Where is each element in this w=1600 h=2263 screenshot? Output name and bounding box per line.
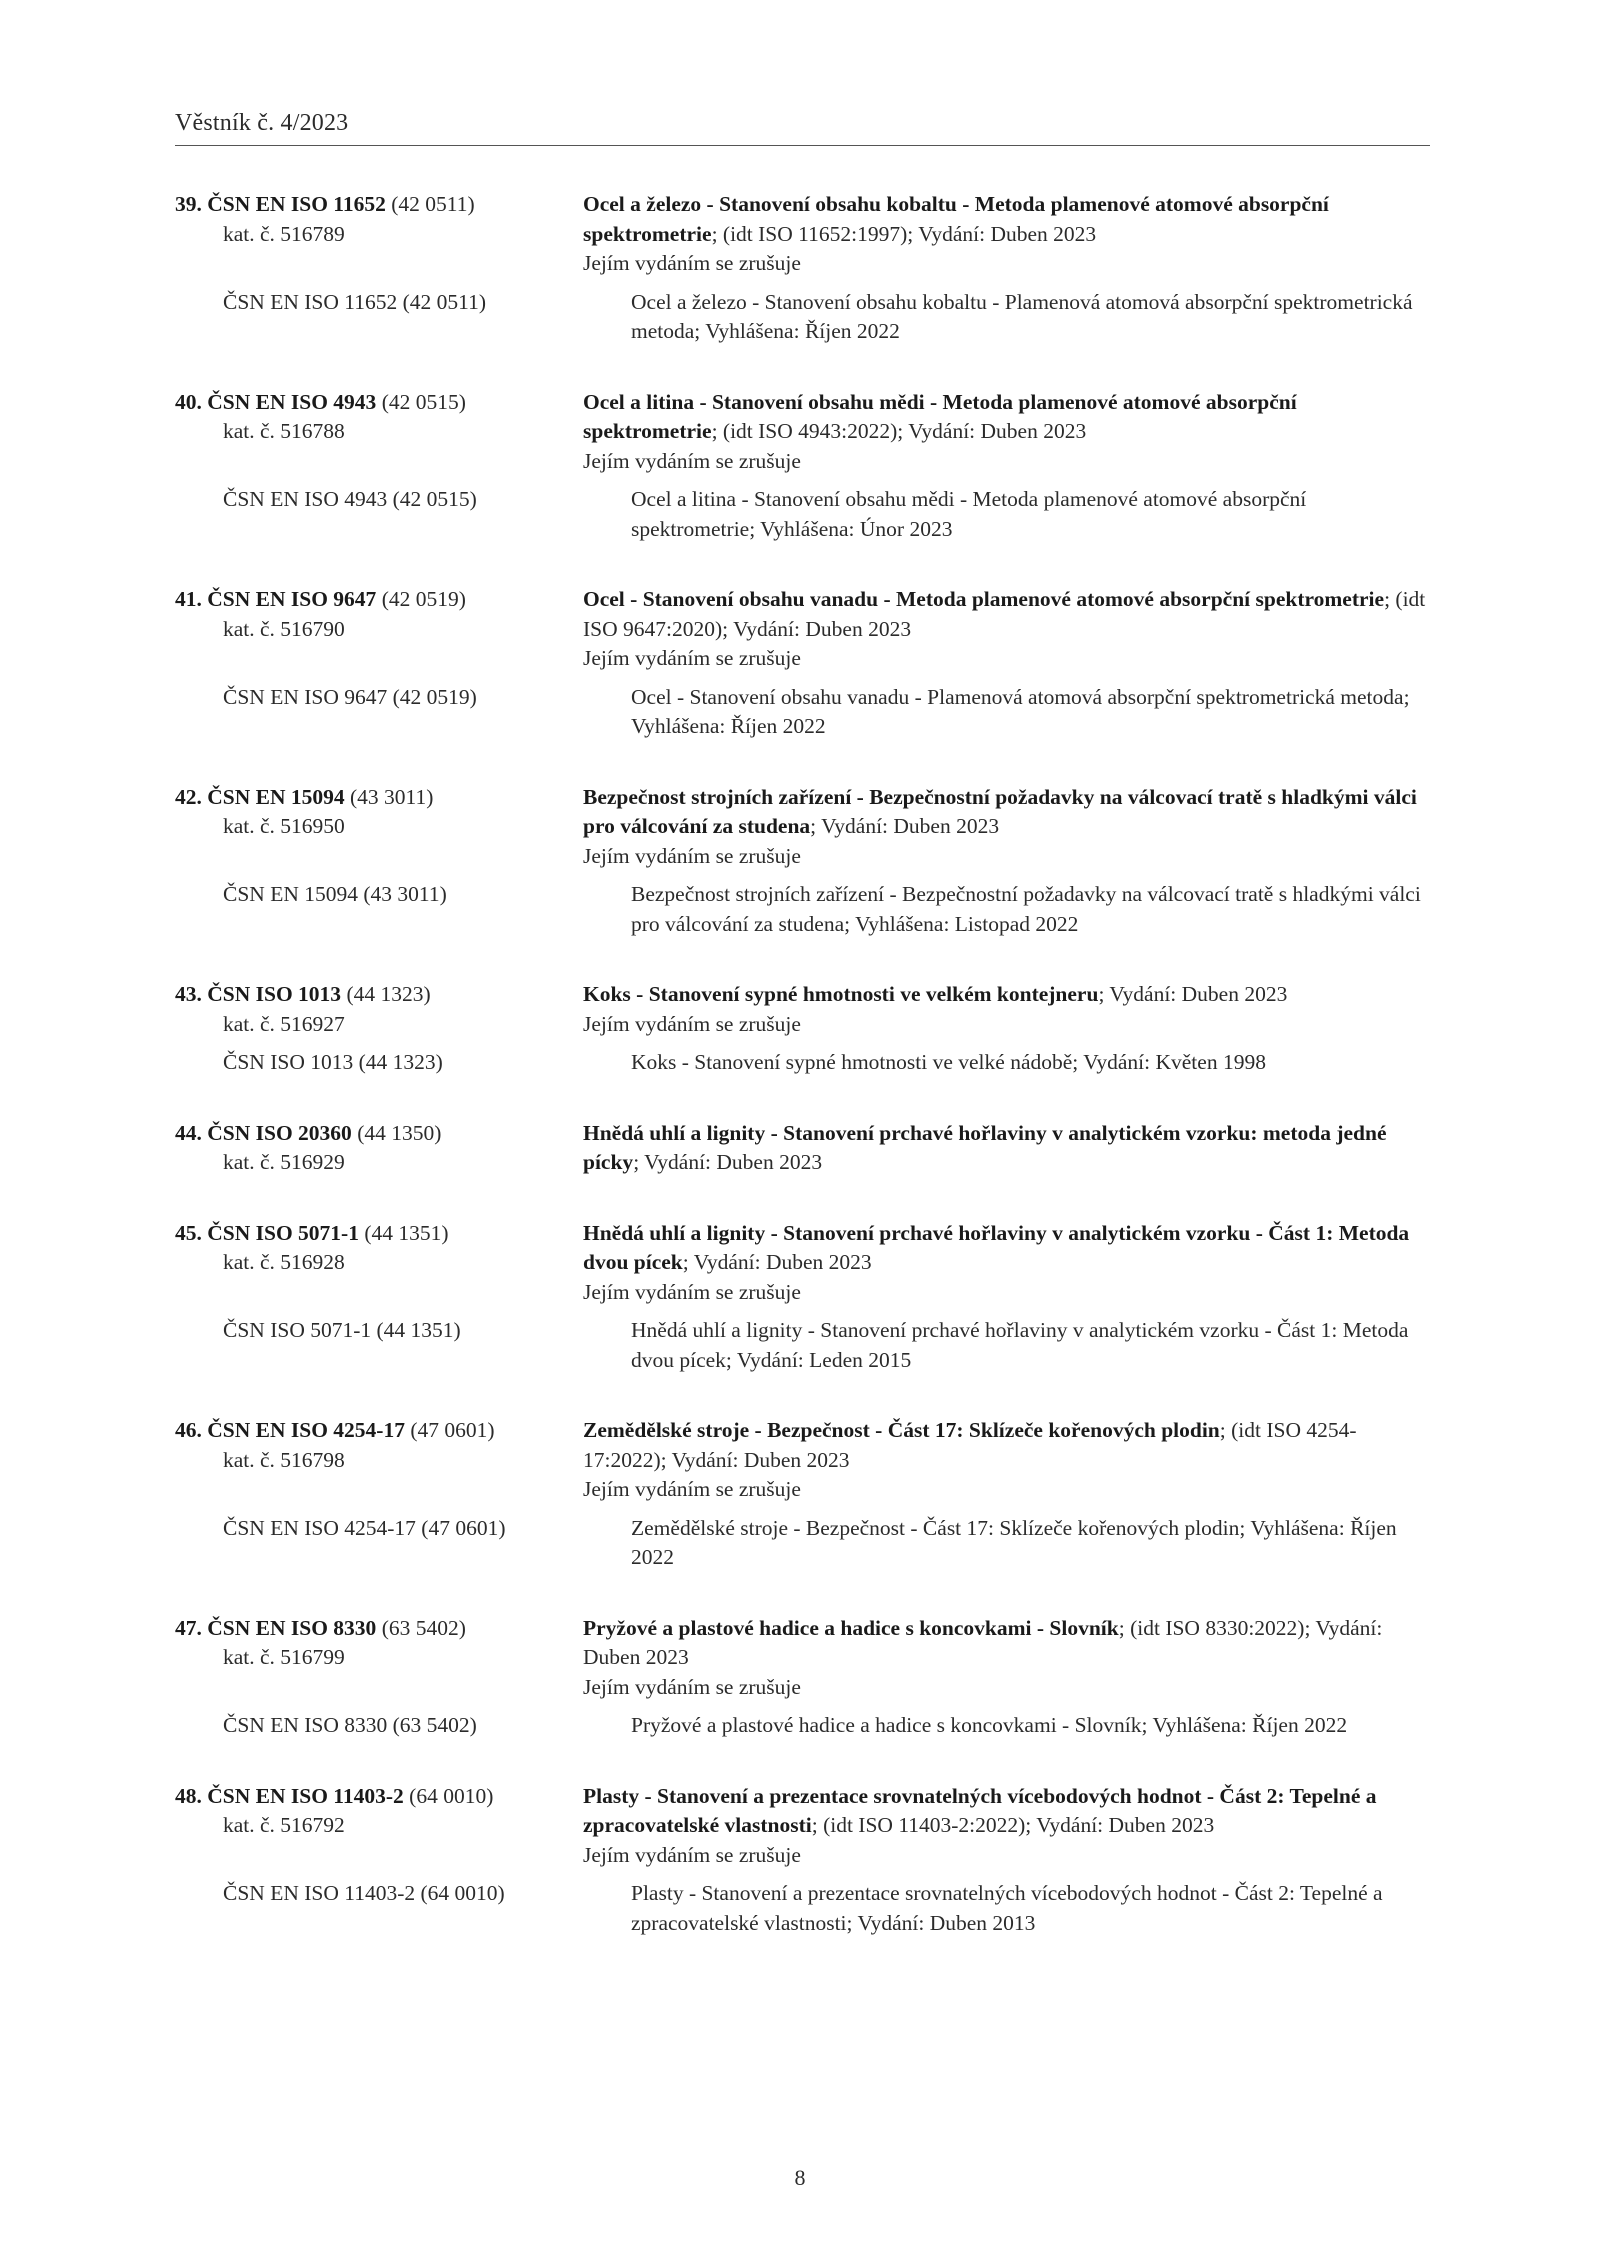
standard-code: ČSN EN ISO 11652 xyxy=(207,192,386,216)
standard-code: ČSN EN ISO 8330 xyxy=(207,1615,377,1640)
classification-code: (47 0601) xyxy=(410,1418,495,1442)
replaced-standard-description: Zemědělské stroje - Bezpečnost - Část 17: Sklízeče kořenových plodin; Vyhlášena: Říjen 2022 xyxy=(631,1515,1397,1569)
standard-code: ČSN EN ISO 4254-17 xyxy=(207,1418,405,1442)
standard-title: Hnědá uhlí a lignity - Stanovení prchavé hořlaviny v analytickém vzorku: metoda jedné pícky xyxy=(583,1120,1387,1174)
cancellation-note: Jejím vydáním se zrušuje xyxy=(583,1011,801,1036)
cancellation-note: Jejím vydáním se zrušuje xyxy=(583,448,801,473)
replaced-standard-code: ČSN EN ISO 11403-2 (64 0010) xyxy=(223,1881,505,1905)
standard-meta: ; Vydání: Duben 2023 xyxy=(810,814,1000,838)
entry-number: 43. xyxy=(175,982,202,1006)
standard-code: ČSN EN ISO 9647 xyxy=(207,587,377,611)
catalog-number: kat. č. 516929 xyxy=(223,1150,345,1174)
standard-code: ČSN EN 15094 xyxy=(207,784,345,809)
catalog-number: kat. č. 516799 xyxy=(223,1645,345,1669)
entry-number: 40. xyxy=(175,389,202,414)
classification-code: (44 1323) xyxy=(346,982,431,1006)
standard-meta: ; (idt ISO 4943:2022); Vydání: Duben 2023 xyxy=(711,419,1087,443)
replaced-standard-description: Ocel - Stanovení obsahu vanadu - Plamenová atomová absorpční spektrometrická metoda; Vyhlášena: Říjen 2022 xyxy=(631,684,1410,738)
classification-code: (63 5402) xyxy=(381,1615,466,1640)
replaced-standard-description: Koks - Stanovení sypné hmotnosti ve velké nádobě; Vydání: Květen 1998 xyxy=(631,1050,1266,1074)
cancellation-note: Jejím vydáním se zrušuje xyxy=(583,251,801,275)
standard-title: Ocel - Stanovení obsahu vanadu - Metoda plamenové atomové absorpční spektrometrie xyxy=(583,587,1385,611)
standard-entry-44 xyxy=(175,1119,1430,1178)
cancellation-note: Jejím vydáním se zrušuje xyxy=(583,646,801,670)
entry-number: 44. xyxy=(175,1120,202,1145)
standard-meta: ; Vydání: Duben 2023 xyxy=(633,1150,823,1174)
standard-meta: ; (idt ISO 8330:2022); Vydání: Duben 2023 xyxy=(583,1615,1383,1669)
standard-meta: ; (idt ISO 11652:1997); Vydání: Duben 2023 xyxy=(711,221,1097,246)
header-divider xyxy=(175,145,1430,146)
standard-title: Koks - Stanovení sypné hmotnosti ve velkém kontejneru xyxy=(583,982,1099,1006)
entry-number: 45. xyxy=(175,1220,202,1245)
bulletin-header: Věstník č. 4/2023 xyxy=(175,110,349,136)
standard-meta: ; (idt ISO 9647:2020); Vydání: Duben 2023 xyxy=(583,587,1426,641)
catalog-number: kat. č. 516789 xyxy=(223,221,345,246)
replaced-standard-code: ČSN EN ISO 11652 (42 0511) xyxy=(223,289,486,314)
standard-entry-40 xyxy=(175,388,1430,545)
replaced-standard-code: ČSN EN ISO 4943 (42 0515) xyxy=(223,487,477,511)
classification-code: (64 0010) xyxy=(409,1783,494,1808)
replaced-standard-description: Plasty - Stanovení a prezentace srovnatelných vícebodových hodnot - Část 2: Tepelné a zpracovatelské vlastnosti; Vydání: Duben 2013 xyxy=(631,1881,1383,1935)
standard-meta: ; (idt ISO 11403-2:2022); Vydání: Duben 2023 xyxy=(811,1813,1215,1837)
replaced-standard-description: Ocel a litina - Stanovení obsahu mědi - Metoda plamenové atomové absorpční spektrometrie; Vyhlášena: Únor 2023 xyxy=(631,487,1307,541)
replaced-standard-code: ČSN EN ISO 9647 (42 0519) xyxy=(223,684,477,709)
replaced-standard-code: ČSN ISO 1013 (44 1323) xyxy=(223,1050,443,1074)
catalog-number: kat. č. 516790 xyxy=(223,616,345,641)
standard-meta: ; (idt ISO 4254-17:2022); Vydání: Duben 2023 xyxy=(583,1418,1357,1472)
catalog-number: kat. č. 516788 xyxy=(223,419,345,443)
catalog-number: kat. č. 516950 xyxy=(223,814,345,838)
entry-number: 41. xyxy=(175,587,202,611)
replaced-standard-description: Hnědá uhlí a lignity - Stanovení prchavé hořlaviny v analytickém vzorku - Část 1: Metoda dvou pícek; Vydání: Leden 2015 xyxy=(631,1318,1409,1372)
replaced-standard-code: ČSN EN ISO 8330 (63 5402) xyxy=(223,1713,477,1737)
standard-meta: ; Vydání: Duben 2023 xyxy=(682,1250,872,1274)
standard-meta: ; Vydání: Duben 2023 xyxy=(1098,982,1288,1006)
standard-entry-41 xyxy=(175,585,1430,742)
entry-number: 48. xyxy=(175,1783,202,1808)
standard-entry-39 xyxy=(175,190,1430,347)
standard-entry-43 xyxy=(175,980,1430,1078)
classification-code: (44 1351) xyxy=(364,1220,449,1245)
replaced-standard-description: Pryžové a plastové hadice a hadice s koncovkami - Slovník; Vyhlášena: Říjen 2022 xyxy=(631,1713,1348,1737)
catalog-number: kat. č. 516928 xyxy=(223,1250,345,1274)
replaced-standard-description: Bezpečnost strojních zařízení - Bezpečnostní požadavky na válcovací tratě s hladkými válci pro válcování za studena; Vyhlášena: Listopad 2022 xyxy=(631,882,1421,936)
replaced-standard-code: ČSN EN ISO 4254-17 (47 0601) xyxy=(223,1515,506,1540)
cancellation-note: Jejím vydáním se zrušuje xyxy=(583,1842,801,1867)
classification-code: (44 1350) xyxy=(357,1120,442,1145)
standard-title: Ocel a železo - Stanovení obsahu kobaltu - Metoda plamenové atomové absorpční spektrometrie xyxy=(583,192,1329,246)
standard-code: ČSN EN ISO 11403-2 xyxy=(207,1783,404,1808)
replaced-standard-description: Ocel a železo - Stanovení obsahu kobaltu - Plamenová atomová absorpční spektrometrická metoda; Vyhlášena: Říjen 2022 xyxy=(631,289,1413,343)
standard-entry-48 xyxy=(175,1782,1430,1939)
standard-code: ČSN ISO 5071-1 xyxy=(207,1220,359,1245)
standard-title: Pryžové a plastové hadice a hadice s koncovkami - Slovník xyxy=(583,1615,1119,1640)
replaced-standard-code: ČSN ISO 5071-1 (44 1351) xyxy=(223,1318,461,1342)
standard-entry-42 xyxy=(175,783,1430,940)
entry-number: 39. xyxy=(175,192,202,216)
entry-number: 47. xyxy=(175,1615,202,1640)
standard-entry-47 xyxy=(175,1614,1430,1741)
entry-number: 46. xyxy=(175,1418,202,1442)
classification-code: (42 0519) xyxy=(381,587,466,611)
standards-list xyxy=(175,190,1430,1979)
classification-code: (42 0511) xyxy=(391,192,475,216)
classification-code: (43 3011) xyxy=(350,784,434,809)
standard-title: Zemědělské stroje - Bezpečnost - Část 17: Sklízeče kořenových plodin xyxy=(583,1418,1220,1442)
catalog-number: kat. č. 516927 xyxy=(223,1011,345,1036)
standard-title: Ocel a litina - Stanovení obsahu mědi - Metoda plamenové atomové absorpční spektrometrie xyxy=(583,389,1297,443)
standard-entry-45 xyxy=(175,1219,1430,1376)
cancellation-note: Jejím vydáním se zrušuje xyxy=(583,1477,801,1501)
classification-code: (42 0515) xyxy=(381,389,466,414)
entry-number: 42. xyxy=(175,784,202,809)
standard-code: ČSN ISO 20360 xyxy=(207,1120,352,1145)
replaced-standard-code: ČSN EN 15094 (43 3011) xyxy=(223,882,447,906)
standard-title: Plasty - Stanovení a prezentace srovnatelných vícebodových hodnot - Část 2: Tepelné a zpracovatelské vlastnosti xyxy=(583,1783,1377,1837)
catalog-number: kat. č. 516792 xyxy=(223,1813,345,1837)
cancellation-note: Jejím vydáním se zrušuje xyxy=(583,843,801,868)
standard-code: ČSN ISO 1013 xyxy=(207,982,342,1006)
cancellation-note: Jejím vydáním se zrušuje xyxy=(583,1674,801,1699)
catalog-number: kat. č. 516798 xyxy=(223,1447,345,1472)
standard-code: ČSN EN ISO 4943 xyxy=(207,389,377,414)
standard-title: Bezpečnost strojních zařízení - Bezpečnostní požadavky na válcovací tratě s hladkými válci pro válcování za studena xyxy=(583,784,1417,838)
cancellation-note: Jejím vydáním se zrušuje xyxy=(583,1279,801,1304)
page-number: 8 xyxy=(794,2165,806,2190)
standard-title: Hnědá uhlí a lignity - Stanovení prchavé hořlaviny v analytickém vzorku - Část 1: Metoda dvou pícek xyxy=(583,1220,1410,1274)
standard-entry-46 xyxy=(175,1416,1430,1573)
